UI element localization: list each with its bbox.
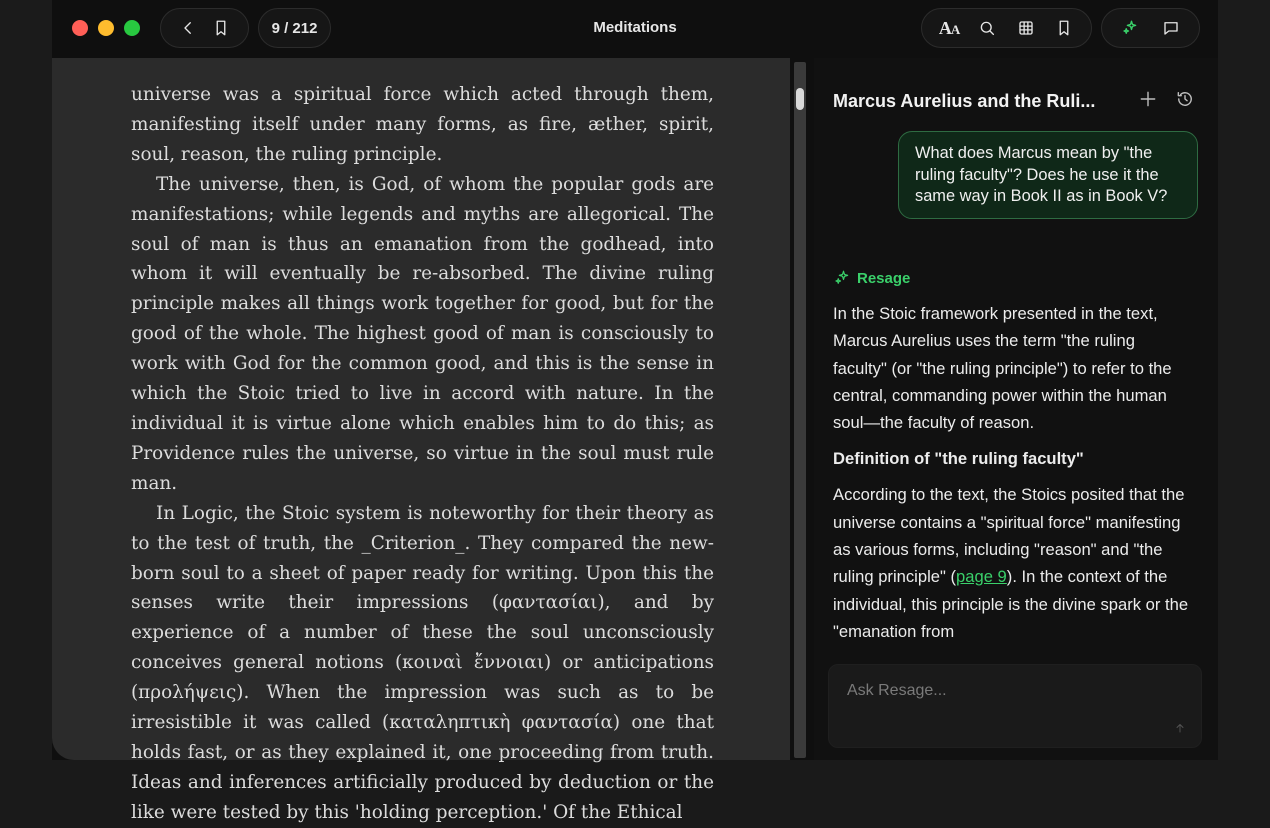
search-icon	[978, 19, 996, 37]
minimize-window-button[interactable]	[98, 20, 114, 36]
font-size-button[interactable]	[937, 16, 961, 40]
book-paragraph: universe was a spiritual force which acted through them, manifesting itself under many forms, as fire, æther, spirit, soul, reason, the ruling principle.	[131, 84, 714, 165]
chat-history-button[interactable]	[1175, 89, 1195, 114]
assistant-label	[833, 269, 910, 287]
navigation-group	[160, 8, 249, 48]
contents-grid-button[interactable]	[1014, 16, 1038, 40]
close-window-button[interactable]	[72, 20, 88, 36]
zoom-window-button[interactable]	[124, 20, 140, 36]
ask-input[interactable]	[847, 679, 1167, 703]
back-button[interactable]	[176, 16, 200, 40]
assistant-name: Resage	[857, 269, 911, 287]
sparkle-icon	[1121, 19, 1139, 37]
answer-text: ). In the context of the individual, this principle is the divine spark or the "emanation from	[833, 567, 1189, 641]
bookmark-icon	[212, 19, 230, 37]
app-window	[52, 0, 1218, 823]
chevron-left-icon	[179, 19, 197, 37]
send-button[interactable]	[1169, 717, 1191, 739]
ai-tools-group	[1101, 8, 1200, 48]
reading-pane[interactable]	[52, 58, 790, 823]
answer-text: According to the text, the Stoics posited that the universe contains a "spiritual force" manifesting as various forms, including "reason" and "the ruling principle" (	[833, 485, 1185, 587]
book-paragraph: The universe, then, is God, of whom the popular gods are manifestations; while legends and myths are allegorical. The soul of man is thus an emanation from the godhead, into whom it will eventually be re-absorbed. The divine ruling principle makes all things work together for good, but for the good of the whole. The highest good of man is consciously to work with God for the common good, and this is the sense in which the Stoic tried to live in accord with nature. In the individual it is virtue alone which enables him to do this; as Providence rules the universe, so virtue in the soul must rule man.	[131, 173, 714, 494]
document-title: Meditations	[593, 19, 677, 36]
page-indicator-text: 9 / 212	[271, 19, 318, 37]
bookmark-icon	[1055, 19, 1073, 37]
history-icon	[1175, 89, 1195, 109]
answer-heading: Definition of "the ruling faculty"	[833, 449, 1084, 469]
grid-icon	[1017, 19, 1035, 37]
answer-paragraph	[833, 481, 1189, 645]
chat-input-box	[828, 664, 1202, 748]
sparkle-icon	[833, 269, 851, 287]
font-size-icon: AA	[938, 17, 960, 38]
page-indicator[interactable]	[258, 8, 331, 48]
book-paragraph: In Logic, the Stoic system is noteworthy for their theory as to the test of truth, the _Criterion_. They compared the new-born soul to a sheet of paper ready for writing. Upon this the senses write their impressions (φαντασίαι), and by experience of a number of these the soul unconsciously conceives general notions (κοιναὶ ἔννοιαι) or anticipations (προλήψεις). When the impression was such as to be irresistible it was called (καταληπτικὴ φαντασία) one that holds fast, or as they explained it, one proceeding from truth. Ideas and inferences artificially produced by deduction or the like were tested by this 'holding perception.' Of the Ethical	[131, 502, 714, 823]
search-button[interactable]	[975, 16, 999, 40]
bookmarks-list-button[interactable]	[209, 16, 233, 40]
reader-scrollbar[interactable]	[794, 62, 806, 758]
assistant-answer	[833, 300, 1189, 642]
plus-icon	[1138, 89, 1158, 109]
scrollbar-thumb[interactable]	[796, 88, 804, 110]
desktop-background-left	[0, 0, 52, 760]
desktop-background-right	[1218, 0, 1270, 760]
answer-paragraph: In the Stoic framework presented in the text, Marcus Aurelius uses the term "the ruling faculty" (or "the ruling principle") to refer to the central, commanding power within the human soul—the faculty of reason.	[833, 304, 1172, 433]
reader-tools-group	[921, 8, 1092, 48]
title-bar	[52, 0, 1218, 58]
chat-title: Marcus Aurelius and the Ruli...	[833, 91, 1096, 111]
arrow-up-icon	[1174, 722, 1186, 734]
add-bookmark-button[interactable]	[1052, 16, 1076, 40]
page-citation-link[interactable]: page 9	[956, 567, 1007, 587]
ai-chat-panel	[814, 58, 1218, 760]
new-chat-button[interactable]	[1138, 89, 1158, 114]
ai-assistant-button[interactable]	[1118, 16, 1142, 40]
book-text	[131, 80, 714, 828]
chat-icon	[1162, 19, 1180, 37]
user-message-bubble: What does Marcus mean by "the ruling faculty"? Does he use it the same way in Book II as in Book V?	[898, 131, 1198, 219]
chat-panel-button[interactable]	[1159, 16, 1183, 40]
